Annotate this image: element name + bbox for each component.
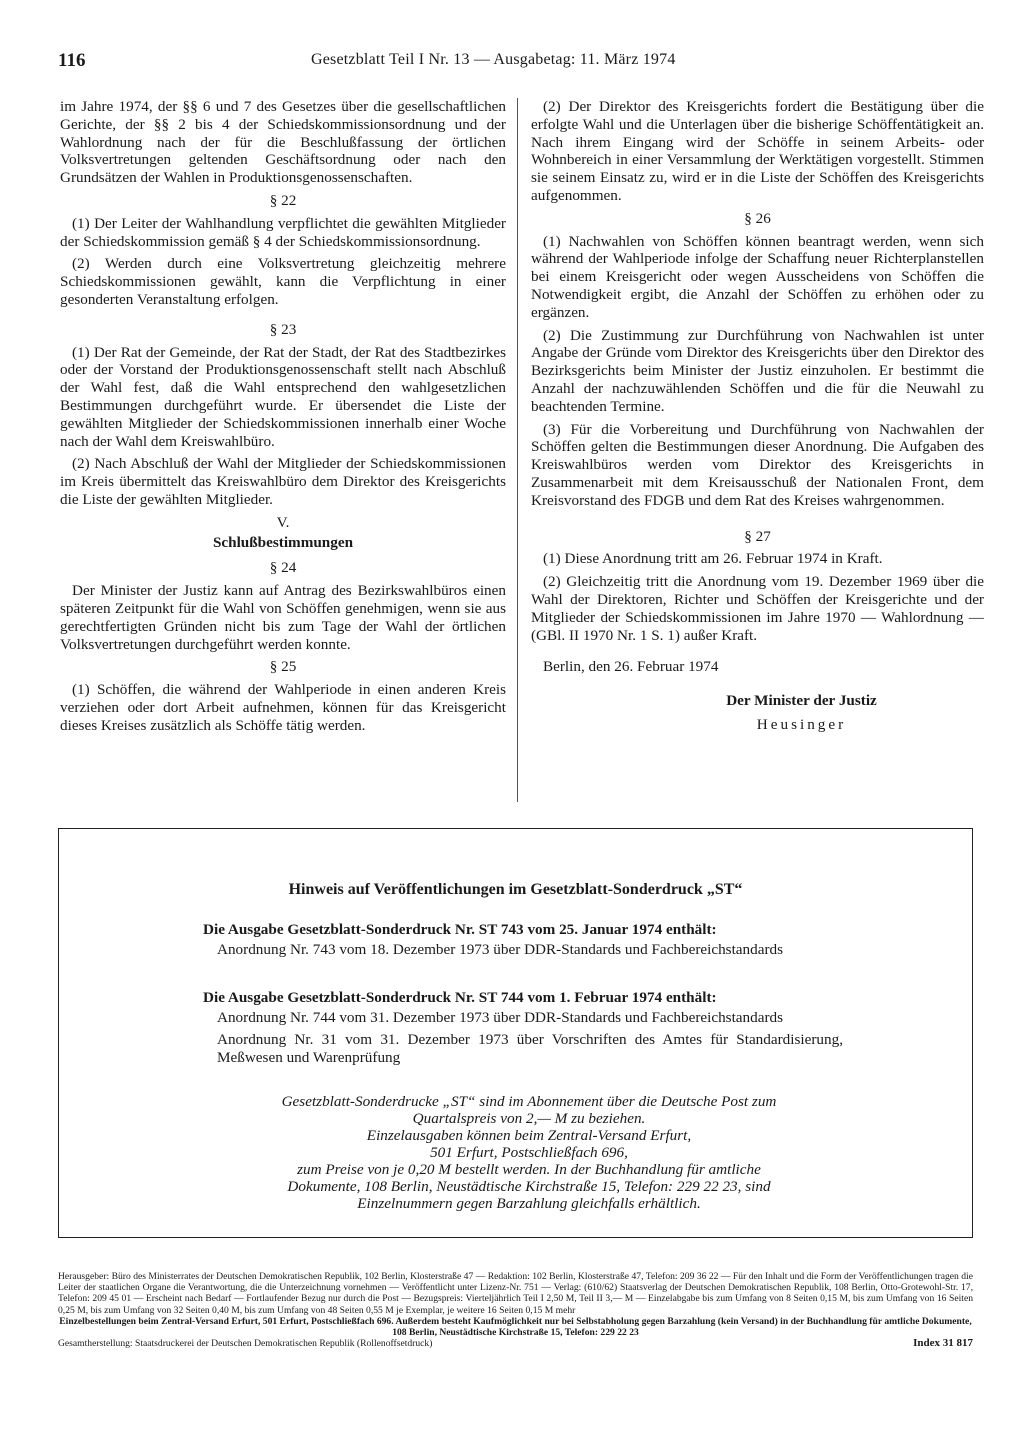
subscription-line: 501 Erfurt, Postschließfach 696, (430, 1144, 628, 1161)
column-divider (517, 98, 518, 802)
place-and-date: Berlin, den 26. Februar 1974 (543, 658, 719, 676)
section-27-paragraph-2: (2) Gleichzeitig tritt die Anordnung vom 19. Dezember 1969 über die Wahl der Direktoren, Richter und Schöffen der Kreisgerichte und der Mitglieder der Schiedskommissionen im Jahre 1970 — Wahlordnung — (GBl. II 1970 Nr. 1 S. 1) außer Kraft. (531, 573, 984, 644)
section-25-paragraph-2: (2) Der Direktor des Kreisgerichts fordert die Bestätigung über die erfolgte Wahl und die Unterlagen über die bisherige Schöffentätigkeit an. Nach ihrem Eingang wird der Schöffe in seinem Arbeits- oder Wohnbereich in einer Versammlung der Werktätigen vorgestellt. Stimmen sie seinem Einsatz zu, wird er in die Liste der Schöffen des Kreisgerichts aufgenommen. (531, 98, 984, 204)
publication-notice-box (58, 828, 973, 1238)
issue-st-744-entry-1: Anordnung Nr. 744 vom 31. Dezember 1973 über DDR-Standards und Fachbereichstandards (217, 1008, 784, 1026)
intro-paragraph: im Jahre 1974, der §§ 6 und 7 des Gesetzes über die gesellschaftlichen Gerichte, der §§ 2 bis 4 der Schiedskommissionsordnung und der Wahlordnung nach der für die Beschlußfassung der örtlichen Volksvertretungen geltenden Geschäftsordnung oder nach den Grundsätzen der Wahlen in Produktionsgenossenschaften. (60, 98, 506, 187)
imprint (58, 1271, 973, 1349)
subscription-line: Einzelausgaben können beim Zentral-Versand Erfurt, (366, 1127, 692, 1144)
page-number: 116 (58, 50, 86, 71)
section-23-heading: § 23 (269, 320, 297, 338)
section-22-paragraph-2: (2) Werden durch eine Volksvertretung gleichzeitig mehrere Schiedskommissionen gewählt, kann die Verpflichtung in einer gesonderten Veranstaltung erfolgen. (60, 255, 506, 308)
subscription-line: Einzelnummern gegen Barzahlung gleichfalls erhältlich. (357, 1195, 701, 1212)
part-title: Schlußbestimmungen (212, 533, 354, 551)
subscription-info (209, 1093, 849, 1212)
section-24-paragraph-1: Der Minister der Justiz kann auf Antrag des Bezirkswahlbüros einen späteren Zeitpunkt für die Wahl von Schöffen genehmigen, wenn sie aus gerechtfertigten Gründen nicht bis zum Tage der Wahl der örtlichen Volksvertretungen durchgeführt werden konnte. (60, 582, 506, 653)
section-27-heading: § 27 (744, 527, 771, 545)
section-23-paragraph-1: (1) Der Rat der Gemeinde, der Rat der Stadt, der Rat des Stadtbezirkes oder der Vorstand der Produktionsgenossenschaft stellt nach Abschluß der Wahl fest, daß die Wahl entsprechend den wahlgesetzlichen Bestimmungen durchgeführt wurde. Er übersendet die Liste der gewählten Mitglieder der Schiedskommissionen innerhalb einer Woche nach der Wahl dem Kreiswahlbüro. (60, 343, 506, 450)
imprint-text: Herausgeber: Büro des Ministerrates der Deutschen Demokratischen Republik, 102 Berlin, Klosterstraße 47 — Redaktion: 102 Berlin, Klosterstraße 47, Telefon: 209 36 22 — Für den Inhalt und die Form der Veröffentlichungen tragen die Leiter der staatlichen Organe die Verantwortung, die die Unterzeichnung vornehmen — Veröffentlicht unter Lizenz-Nr. 751 — Verlag: (610/62) Staatsverlag der Deutschen Demokratischen Republik, 108 Berlin, Otto-Grotewohl-Str. 17, Telefon: 209 45 01 — Erscheint nach Bedarf — Fortlaufender Bezug nur durch die Post — Bezugspreis: Vierteljährlich Teil I 2,50 M, Teil II 3,— M — Einzelabgabe bis zum Umfang von 8 Seiten 0,15 M, bis zum Umfang von 16 Seiten 0,25 M, bis zum Umfang von 32 Seiten 0,40 M, bis zum Umfang von 48 Seiten 0,55 M je Exemplar, je weitere 16 Seiten 0,15 M mehr (58, 1271, 973, 1316)
issue-st-743-heading: Die Ausgabe Gesetzblatt-Sonderdruck Nr. ST 743 vom 25. Januar 1974 enthält: (203, 921, 717, 938)
notice-title: Hinweis auf Veröffentlichungen im Gesetzblatt-Sonderdruck „ST“ (288, 881, 743, 898)
page-header (58, 50, 738, 74)
signer-name: Heusinger (756, 715, 847, 733)
part-number: V. (276, 513, 290, 531)
imprint-ordering-info: Einzelbestellungen beim Zentral-Versand Erfurt, 501 Erfurt, Postschließfach 696. Außerdem besteht Kaufmöglichkeit nur bei Selbstabholung gegen Barzahlung (kein Versand) in der Buchhandlung für amtliche Dokumente, 108 Berlin, Neustädtische Kirchstraße 15, Telefon: 229 22 23 (59, 1315, 972, 1339)
imprint-footer-line (58, 1338, 973, 1349)
issue-st-744 (203, 989, 843, 1066)
section-26-paragraph-3: (3) Für die Vorbereitung und Durchführung von Nachwahlen der Schöffen gelten die Bestimmungen dieser Anordnung. Die Aufgaben des Kreiswahlbüros werden vom Direktor des Kreisgerichts in Zusammenarbeit mit dem Kreisausschuß der Nationalen Front, dem Kreisvorstand des FDGB und dem Rat des Kreises wahrgenommen. (531, 420, 984, 509)
imprint-printer: Gesamtherstellung: Staatsdruckerei der Deutschen Demokratischen Republik (Rollenoffsetdruck) (58, 1338, 433, 1350)
section-23-paragraph-2: (2) Nach Abschluß der Wahl der Mitglieder der Schiedskommissionen im Kreis übermittelt das Kreiswahlbüro dem Direktor des Kreisgerichts die Liste der gewählten Mitglieder. (60, 455, 506, 508)
issue-st-744-heading: Die Ausgabe Gesetzblatt-Sonderdruck Nr. ST 744 vom 1. Februar 1974 enthält: (203, 989, 717, 1006)
issue-st-744-entry-2: Anordnung Nr. 31 vom 31. Dezember 1973 über Vorschriften des Amtes für Standardisierung, Meßwesen und Warenprüfung (217, 1031, 843, 1066)
section-26-paragraph-1: (1) Nachwahlen von Schöffen können beantragt werden, wenn sich während der Wahlperiode infolge der Schaffung neuer Richterplanstellen bei einem Kreisgericht oder wegen Ausscheidens von Schöffen die Notwendigkeit ergibt, die Anzahl der Schöffen zu erhöhen oder zu ergänzen. (531, 232, 984, 321)
left-column (60, 98, 506, 740)
index-code: Index 31 817 (913, 1337, 973, 1350)
issue-st-743 (203, 921, 843, 958)
section-26-paragraph-2: (2) Die Zustimmung zur Durchführung von Nachwahlen ist unter Angabe der Gründe vom Direktor des Kreisgerichts über den Direktor des Bezirksgerichts beim Minister der Justiz einzuholen. Er bestimmt die Anzahl der nachzuwählenden Schöffen und die für die Neuwahl zu beachtenden Termine. (531, 326, 984, 415)
running-head: Gesetzblatt Teil I Nr. 13 — Ausgabetag: 11. März 1974 (311, 51, 676, 68)
subscription-line: zum Preise von je 0,20 M bestellt werden. In der Buchhandlung für amtliche (297, 1161, 761, 1178)
right-column (531, 98, 984, 734)
subscription-line: Quartalspreis von 2,— M zu beziehen. (412, 1110, 646, 1127)
section-27-paragraph-1: (1) Diese Anordnung tritt am 26. Februar 1974 in Kraft. (543, 550, 883, 568)
section-24-heading: § 24 (269, 559, 297, 577)
signer-title: Der Minister der Justiz (726, 692, 877, 710)
subscription-line: Dokumente, 108 Berlin, Neustädtische Kirchstraße 15, Telefon: 229 22 23, sind (287, 1178, 771, 1195)
section-22-paragraph-1: (1) Der Leiter der Wahlhandlung verpflichtet die gewählten Mitglieder der Schiedskommission gemäß § 4 der Schiedskommissionsordnung. (60, 214, 506, 250)
section-26-heading: § 26 (744, 209, 771, 227)
section-25-heading: § 25 (269, 658, 297, 676)
issue-st-743-entry: Anordnung Nr. 743 vom 18. Dezember 1973 über DDR-Standards und Fachbereichstandards (217, 940, 784, 958)
section-25-paragraph-1: (1) Schöffen, die während der Wahlperiode in einen anderen Kreis verziehen oder dort Arbeit aufnehmen, können für das Kreisgericht dieses Kreises zusätzlich als Schöffe tätig werden. (60, 681, 506, 734)
section-22-heading: § 22 (269, 191, 297, 209)
subscription-line: Gesetzblatt-Sonderdrucke „ST“ sind im Abonnement über die Deutsche Post zum (281, 1093, 777, 1110)
